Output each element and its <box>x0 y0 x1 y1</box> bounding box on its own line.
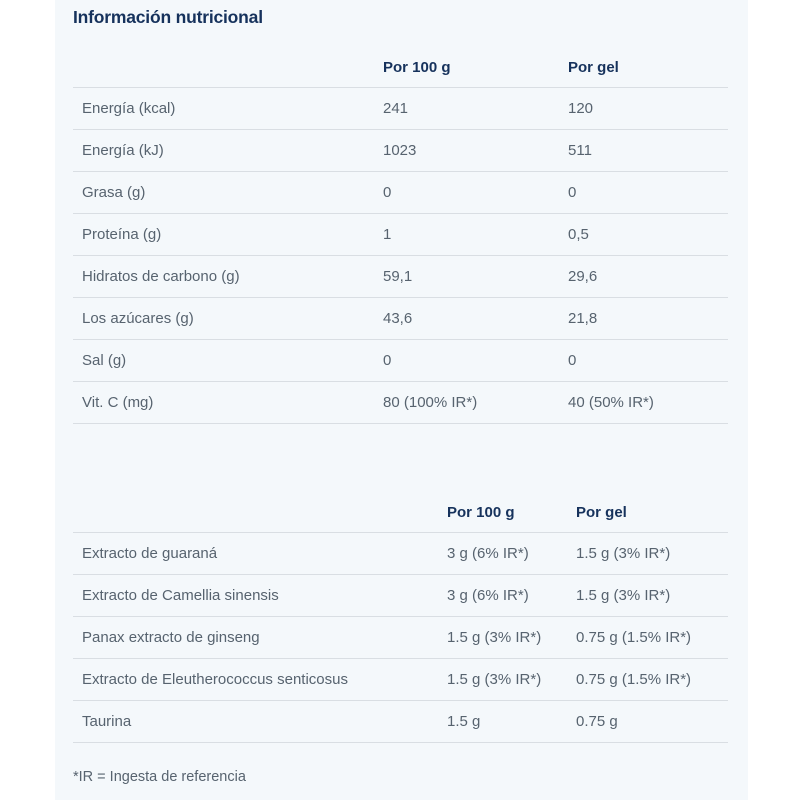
nutrition-table <box>73 48 728 424</box>
row-value-per-gel: 120 <box>568 100 594 117</box>
table-header-row <box>73 493 728 533</box>
row-value-per-100g: 1.5 g (3% IR*) <box>447 629 542 646</box>
row-value-per-100g: 3 g (6% IR*) <box>447 545 529 562</box>
row-value-per-gel: 0.75 g <box>576 713 618 730</box>
row-label: Energía (kcal) <box>82 100 176 117</box>
row-value-per-100g: 1 <box>383 226 392 243</box>
row-label: Taurina <box>82 713 132 730</box>
row-value-per-100g: 1023 <box>383 142 417 159</box>
table-row <box>73 88 728 130</box>
column-header-per-gel: Por gel <box>568 59 619 76</box>
row-value-per-gel: 1.5 g (3% IR*) <box>576 587 671 604</box>
row-value-per-100g: 241 <box>383 100 409 117</box>
table-row <box>73 617 728 659</box>
row-value-per-gel: 0.75 g (1.5% IR*) <box>576 671 692 688</box>
table-row <box>73 701 728 743</box>
row-label: Extracto de Eleutherococcus senticosus <box>82 671 348 688</box>
column-header-per-100g: Por 100 g <box>383 59 451 76</box>
row-label: Extracto de Camellia sinensis <box>82 587 279 604</box>
table-row <box>73 172 728 214</box>
table-header-row <box>73 48 728 88</box>
row-value-per-100g: 0 <box>383 352 392 369</box>
row-value-per-gel: 511 <box>568 142 592 159</box>
column-header-per-gel: Por gel <box>576 504 627 521</box>
row-value-per-100g: 59,1 <box>383 268 413 285</box>
row-label: Vit. C (mg) <box>82 394 154 411</box>
table-row <box>73 130 728 172</box>
row-label: Grasa (g) <box>82 184 146 201</box>
row-value-per-gel: 21,8 <box>568 310 598 327</box>
row-value-per-100g: 3 g (6% IR*) <box>447 587 529 604</box>
row-value-per-gel: 0 <box>568 352 577 369</box>
column-header-per-100g: Por 100 g <box>447 504 515 521</box>
table-row <box>73 382 728 424</box>
nutrition-info-panel <box>55 0 748 800</box>
row-value-per-gel: 0,5 <box>568 226 589 243</box>
row-value-per-100g: 1.5 g (3% IR*) <box>447 671 542 688</box>
table-row <box>73 659 728 701</box>
row-label: Hidratos de carbono (g) <box>82 268 240 285</box>
table-row <box>73 533 728 575</box>
footnote-ir: *IR = Ingesta de referencia <box>73 769 246 785</box>
row-label: Sal (g) <box>82 352 127 369</box>
ingredients-table <box>73 493 728 743</box>
table-row <box>73 575 728 617</box>
row-value-per-gel: 1.5 g (3% IR*) <box>576 545 671 562</box>
row-value-per-100g: 1.5 g <box>447 713 481 730</box>
row-value-per-100g: 43,6 <box>383 310 413 327</box>
row-label: Panax extracto de ginseng <box>82 629 260 646</box>
row-value-per-100g: 0 <box>383 184 392 201</box>
row-label: Los azúcares (g) <box>82 310 194 327</box>
table-row <box>73 298 728 340</box>
table-row <box>73 256 728 298</box>
row-value-per-gel: 29,6 <box>568 268 598 285</box>
row-value-per-100g: 80 (100% IR*) <box>383 394 478 411</box>
row-value-per-gel: 40 (50% IR*) <box>568 394 654 411</box>
page-title: Información nutricional <box>73 7 263 27</box>
row-value-per-gel: 0 <box>568 184 577 201</box>
table-row <box>73 214 728 256</box>
table-row <box>73 340 728 382</box>
row-label: Extracto de guaraná <box>82 545 218 562</box>
row-value-per-gel: 0.75 g (1.5% IR*) <box>576 629 692 646</box>
row-label: Energía (kJ) <box>82 142 164 159</box>
row-label: Proteína (g) <box>82 226 162 243</box>
